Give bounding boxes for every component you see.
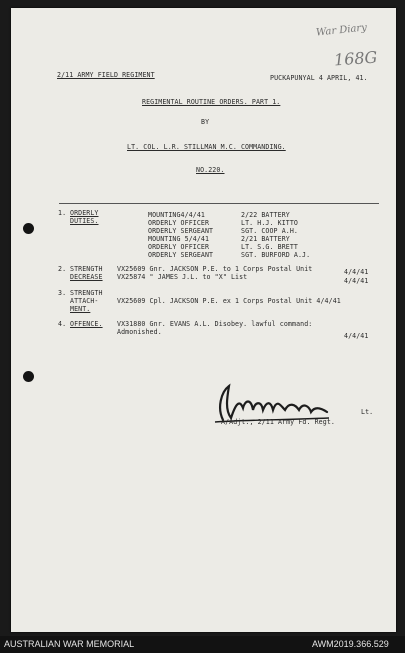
duty-label: ORDERLY SERGEANT: [148, 251, 214, 259]
item-number: 3.: [58, 289, 67, 297]
duty-value: LT. H.J. KITTO: [241, 219, 298, 227]
duty-label: MOUNTING 5/4/41: [148, 235, 210, 243]
duty-value: 2/21 BATTERY: [241, 235, 290, 243]
archive-name: AUSTRALIAN WAR MEMORIAL: [4, 639, 135, 649]
duty-label: MOUNTING4/4/41: [148, 211, 205, 219]
item-heading: DECREASE: [70, 273, 103, 281]
order-number: NO.220.: [196, 166, 225, 174]
signature-line: A/Adjt., 2/11 Army Fd. Regt.: [221, 418, 335, 426]
item-number: 4.: [58, 320, 67, 328]
item-number: 2.: [58, 265, 67, 273]
duty-label: ORDERLY OFFICER: [148, 219, 210, 227]
archive-footer: [0, 636, 405, 653]
order-date: 4/4/41: [344, 332, 369, 340]
item-heading: DUTIES.: [70, 217, 99, 225]
archive-id: AWM2019.366.529: [312, 639, 389, 649]
order-line: VX25609 Cpl. JACKSON P.E. ex 1 Corps Postal Unit 4/4/41: [117, 297, 341, 305]
place-date: PUCKAPUNYAL 4 APRIL, 41.: [270, 74, 368, 82]
item-heading: ORDERLY: [70, 209, 99, 217]
divider: [59, 203, 379, 204]
duty-value: LT. S.G. BRETT: [241, 243, 298, 251]
duty-value: 2/22 BATTERY: [241, 211, 290, 219]
punch-hole: [23, 223, 34, 234]
by-line: BY: [201, 118, 210, 126]
handwritten-note: War Diary: [315, 22, 368, 39]
item-number: 1.: [58, 209, 67, 217]
order-date: 4/4/41: [344, 268, 369, 276]
document-page: [11, 8, 396, 632]
document-title: REGIMENTAL ROUTINE ORDERS. PART 1.: [142, 98, 281, 106]
duty-label: ORDERLY OFFICER: [148, 243, 210, 251]
unit-name: 2/11 ARMY FIELD REGIMENT: [57, 71, 155, 79]
order-line: VX25609 Gnr. JACKSON P.E. to 1 Corps Postal Unit: [117, 265, 313, 273]
handwritten-number: 168G: [333, 47, 378, 70]
order-line: VX31880 Gnr. EVANS A.L. Disobey. lawful command:: [117, 320, 313, 328]
duty-label: ORDERLY SERGEANT: [148, 227, 214, 235]
duty-value: SGT. COOP A.H.: [241, 227, 298, 235]
item-heading: MENT.: [70, 305, 91, 313]
item-heading: STRENGTH: [70, 289, 103, 297]
order-line: Admonished.: [117, 328, 162, 336]
duty-value: SGT. BURFORD A.J.: [241, 251, 311, 259]
punch-hole: [23, 371, 34, 382]
signature-rank: Lt.: [361, 408, 374, 416]
order-line: VX25874 " JAMES J.L. to "X" List: [117, 273, 248, 281]
item-heading: OFFENCE.: [70, 320, 103, 328]
item-heading: STRENGTH: [70, 265, 103, 273]
commander-line: LT. COL. L.R. STILLMAN M.C. COMMANDING.: [127, 143, 286, 151]
order-date: 4/4/41: [344, 277, 369, 285]
item-heading: ATTACH-: [70, 297, 99, 305]
